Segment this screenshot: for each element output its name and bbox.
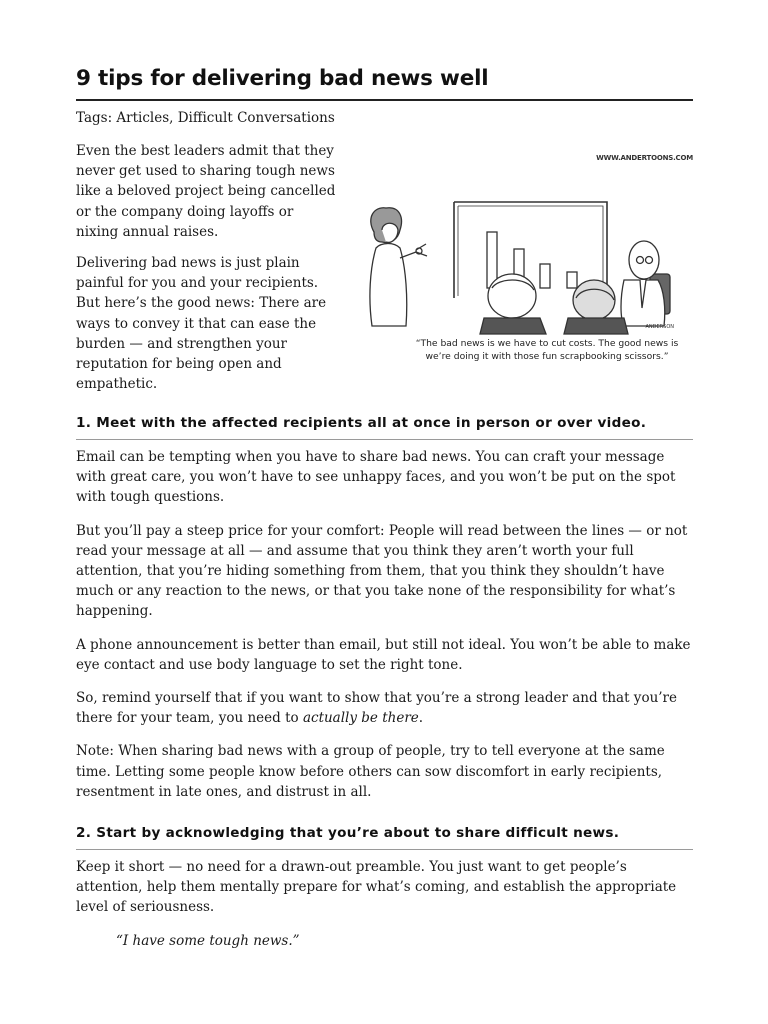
section-2-body bbox=[76, 857, 693, 931]
section-2-heading: 2. Start by acknowledging that you’re about to share difficult news. bbox=[76, 825, 620, 841]
paragraph-4-text: So, remind yourself that if you want to show that you’re a strong leader and that you’re there for your team, you need to bbox=[76, 690, 677, 727]
seated-man-figure bbox=[621, 241, 670, 326]
section-1-paragraph-2: But you’ll pay a steep price for your comfort: People will read between the lines — or not read your message at all — and assume that you think they aren’t worth your full attention, that you’re hiding something from them, that you think they shouldn’t have much or any reaction to the news, or that you take none of the responsibility for what’s happening. bbox=[76, 522, 688, 620]
section-2-paragraph-1: Keep it short — no need for a drawn-out preamble. You just want to get people’s attention, help them mentally prepare for what’s coming, and establish the appropriate level of seriousness. bbox=[76, 859, 677, 916]
cartoon-signature: ANDERSON bbox=[645, 324, 674, 330]
article-title: 9 tips for delivering bad news well bbox=[76, 66, 489, 91]
paragraph-4-end: . bbox=[418, 710, 424, 727]
cartoon-caption-line-2: we’re doing it with those fun scrapbooking scissors.” bbox=[425, 351, 669, 362]
intro-paragraph-2: Delivering bad news is just plain painful for you and your recipients. But here’s the good news: There are ways to convey it that can ease the burden — and strengthen your reputation for being open and empathetic. bbox=[76, 255, 327, 393]
section-1-note: Note: When sharing bad news with a group of people, try to tell everyone at the same time. Letting some people know before others can sow discomfort in early recipients, resentment in late ones, and distrust in all. bbox=[76, 743, 665, 800]
section-1-body bbox=[76, 447, 693, 815]
section-1-heading: 1. Meet with the affected recipients all at once in person or over video. bbox=[76, 415, 647, 431]
title-divider bbox=[76, 99, 693, 101]
example-quote: “I have some tough news.” bbox=[116, 933, 300, 949]
section-1-paragraph-4 bbox=[76, 688, 693, 728]
section-1-divider bbox=[76, 439, 693, 440]
intro-paragraph-1: Even the best leaders admit that they never get used to sharing tough news like a beloved project being cancelled or the company doing layoffs or nixing annual raises. bbox=[76, 143, 336, 240]
cartoon-credit: WWW.ANDERTOONS.COM bbox=[596, 154, 693, 162]
cartoon-caption-line-1: “The bad news is we have to cut costs. The good news is bbox=[415, 338, 679, 349]
paragraph-4-emphasis: actually be there bbox=[302, 710, 419, 727]
section-1-paragraph-3: A phone announcement is better than email, but still not ideal. You won’t be able to make eye contact and use body language to set the right tone. bbox=[76, 636, 691, 673]
section-1-paragraph-1: Email can be tempting when you have to share bad news. You can craft your message with great care, you won’t have to see unhappy faces, and you won’t be put on the spot with tough questions. bbox=[76, 449, 676, 506]
intro-text bbox=[76, 141, 338, 405]
cartoon-illustration bbox=[362, 148, 694, 373]
audience-figures bbox=[480, 274, 628, 334]
article-tags: Tags: Articles, Difficult Conversations bbox=[76, 110, 335, 126]
section-2-divider bbox=[76, 849, 693, 850]
presenter-figure bbox=[370, 208, 427, 326]
